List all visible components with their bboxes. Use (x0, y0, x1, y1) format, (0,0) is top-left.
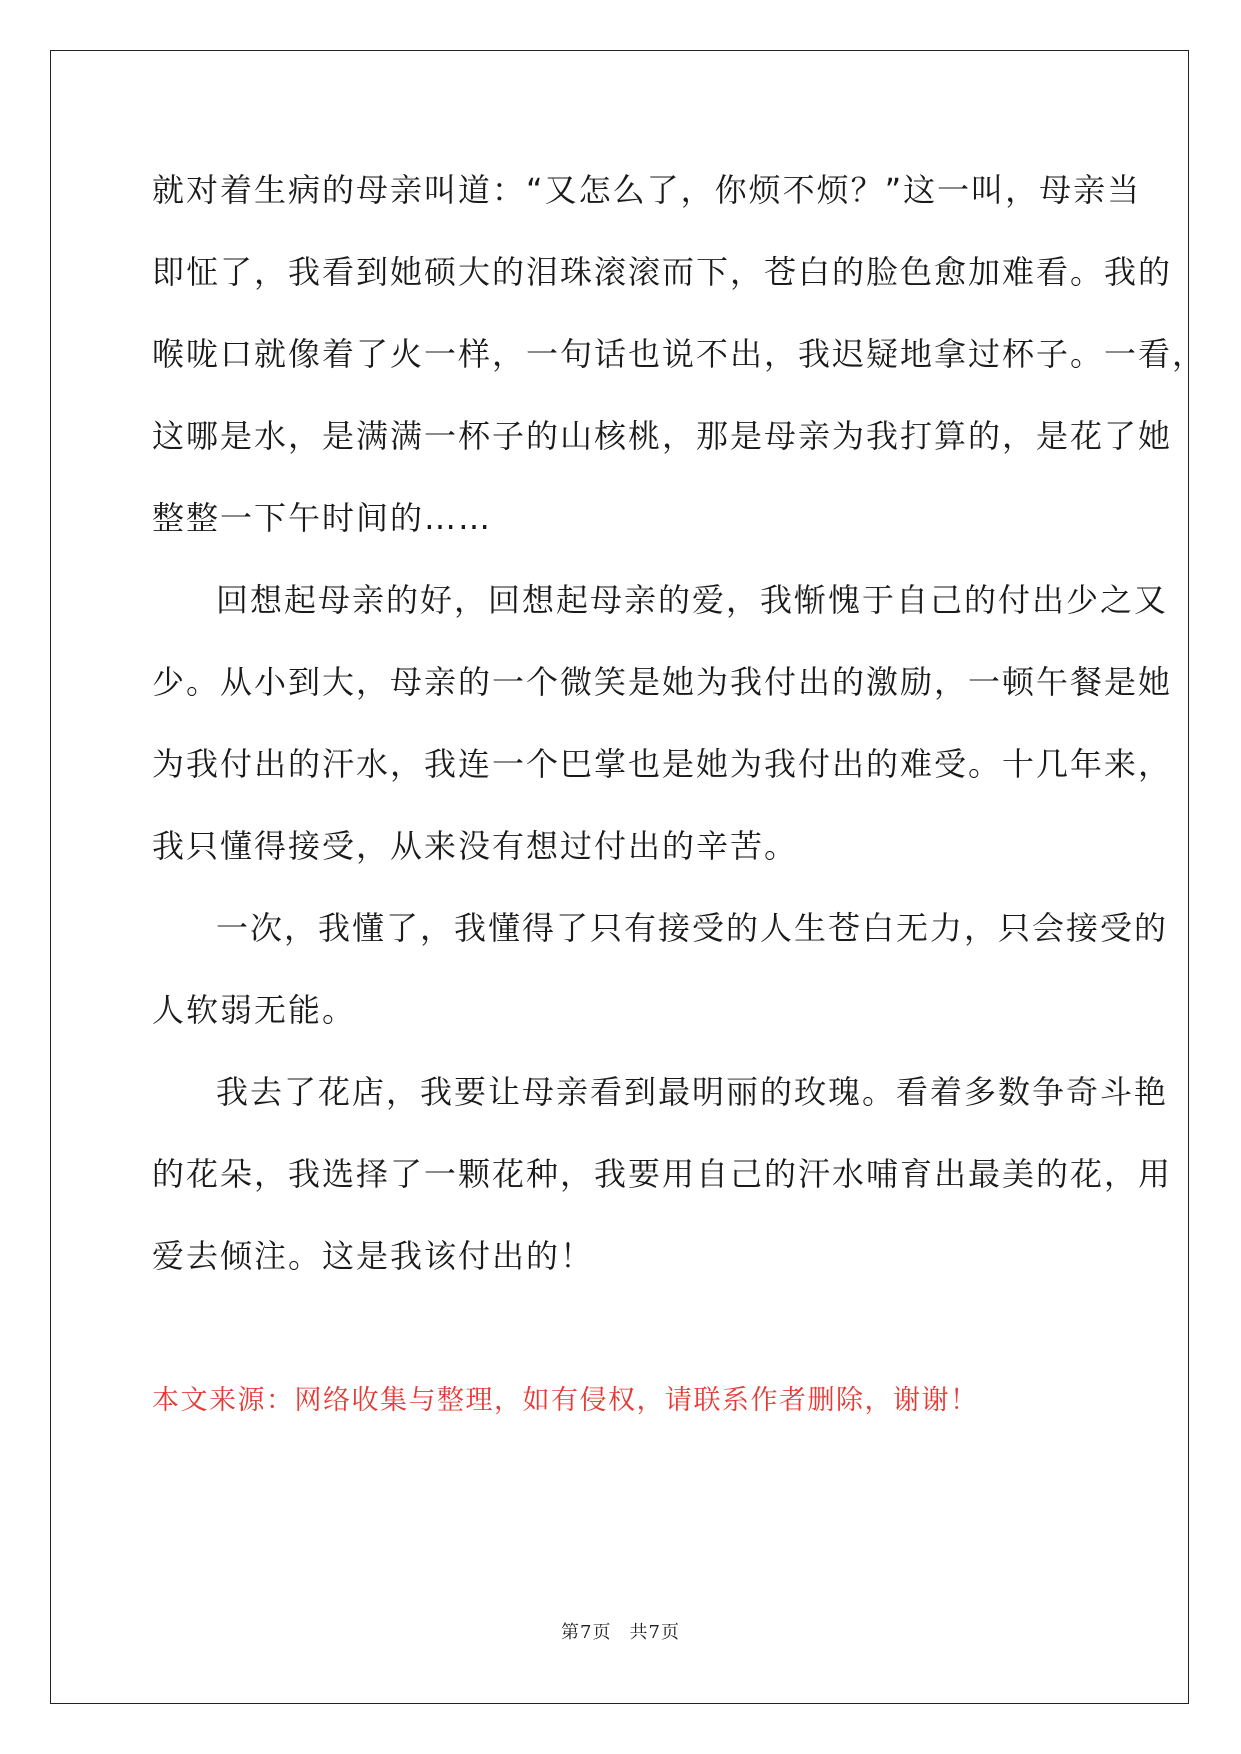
text-line: 的花朵，我选择了一颗花种，我要用自己的汗水哺育出最美的花，用 (152, 1155, 1173, 1193)
text-line: 少。从小到大，母亲的一个微笑是她为我付出的激励，一顿午餐是她 (152, 663, 1173, 701)
text-line: 为我付出的汗水，我连一个巴掌也是她为我付出的难受。十几年来， (152, 745, 1173, 783)
body-text (152, 162, 1207, 1310)
text-line: 这哪是水，是满满一杯子的山核桃，那是母亲为我打算的，是花了她 (152, 417, 1173, 455)
source-note: 本文来源：网络收集与整理，如有侵权，请联系作者删除，谢谢！ (152, 1385, 979, 1416)
text-line: 我只懂得接受，从来没有想过付出的辛苦。 (152, 827, 799, 865)
text-line: 一次，我懂了，我懂得了只有接受的人生苍白无力，只会接受的 (216, 909, 1169, 947)
text-line: 喉咙口就像着了火一样，一句话也说不出，我迟疑地拿过杯子。一看， (152, 335, 1207, 373)
text-line: 即怔了，我看到她硕大的泪珠滚滚而下，苍白的脸色愈加难看。我的 (152, 253, 1173, 291)
current-page-label: 第7页 (561, 1622, 612, 1643)
text-line: 整整一下午时间的…… (152, 499, 493, 537)
text-line: 人软弱无能。 (152, 991, 357, 1029)
page-footer (0, 1618, 1241, 1644)
total-pages-label: 共7页 (629, 1622, 680, 1643)
text-line: 爱去倾注。这是我该付出的！ (152, 1237, 595, 1275)
text-line: 我去了花店，我要让母亲看到最明丽的玫瑰。看着多数争奇斗艳 (216, 1073, 1169, 1111)
text-line: 就对着生病的母亲叫道：“又怎么了，你烦不烦？”这一叫，母亲当 (152, 171, 1142, 209)
text-line: 回想起母亲的好，回想起母亲的爱，我惭愧于自己的付出少之又 (216, 581, 1169, 619)
